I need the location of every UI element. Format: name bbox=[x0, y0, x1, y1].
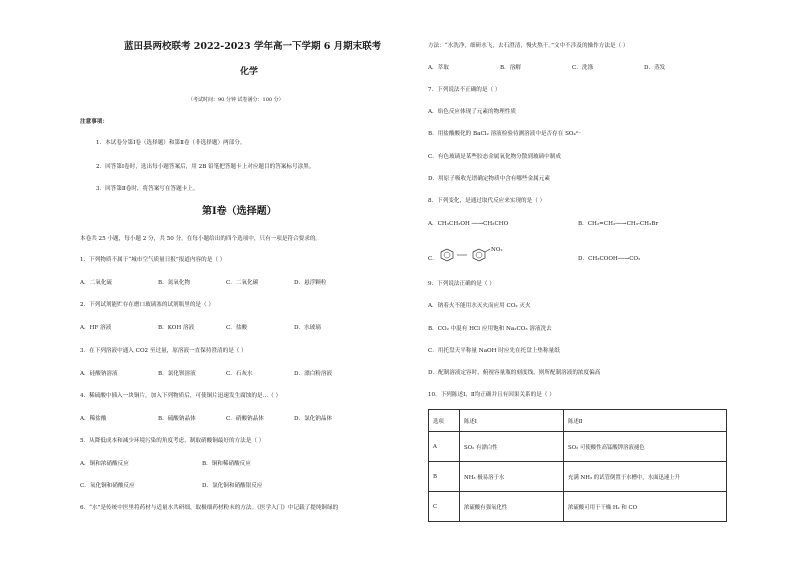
question-9-option: B．CO₂ 中混有 HCl 应用饱和 Na₂CO₃ 溶液洗去 bbox=[428, 326, 552, 332]
question-2-stem: 2．下列试剂能贮存在磨口玻璃塞的试剂瓶里的是（ ） bbox=[80, 302, 214, 308]
exam-info: （考试时间：90 分钟 试卷满分：100 分） bbox=[188, 97, 284, 103]
table-row bbox=[429, 432, 727, 462]
question-3-option: A．硅酸钠溶液 bbox=[80, 371, 118, 377]
question-5-option: C．氧化铜和硝酸反应 bbox=[80, 483, 135, 489]
table-cell: 充满 NH₃ 的试管倒置于水槽中，水面迅速上升 bbox=[564, 462, 727, 492]
question-4-option: D．氯化钠晶体 bbox=[294, 416, 333, 422]
table-header-cell: 陈述Ⅱ bbox=[564, 410, 727, 432]
question-9-option: A．钠着火不能用水灭火而应用 CO₂ 灭火 bbox=[428, 303, 531, 309]
question-4-option: C．硝酸钠晶体 bbox=[226, 416, 264, 422]
question-5-option: B．铜和稀硝酸反应 bbox=[202, 461, 251, 467]
question-7-option: D．用原子吸收光谱确定物质中含有哪些金属元素 bbox=[428, 176, 550, 182]
question-3-option: D．漂白粉溶液 bbox=[294, 371, 333, 377]
notes-label: 注意事项： bbox=[80, 119, 108, 125]
table-row bbox=[429, 492, 727, 522]
question-6-option: B．溶解 bbox=[500, 65, 521, 71]
question-1-option: B．氮氧化物 bbox=[158, 280, 191, 286]
question-5-option: D．氯化铜和硝酸银反应 bbox=[202, 483, 263, 489]
table-cell: SO₂ 有漂白性 bbox=[460, 432, 564, 462]
question-8-option: C． bbox=[428, 256, 438, 262]
question-8-stem: 8．下列变化，是通过取代反应来实现的是（ ） bbox=[428, 198, 546, 204]
benzene-ring-icon bbox=[473, 249, 485, 261]
table-header-cell: 选项 bbox=[429, 410, 460, 432]
question-5-stem: 5．从降低成本和减少环境污染的角度考虑，制取硝酸铜最好的方法是（ ） bbox=[80, 438, 265, 444]
table-cell: 浓硫酸有强氧化性 bbox=[460, 492, 564, 522]
question-3-stem: 3．在下列溶液中通入 CO2 至过量，原溶液一直保持澄清的是（ ） bbox=[80, 348, 247, 354]
question-10-table bbox=[428, 409, 727, 522]
question-3-option: B．氯化钡溶液 bbox=[158, 371, 196, 377]
section-intro: 本卷共 25 小题，每小题 2 分，共 50 分。在每小题给出的四个选项中，只有一项是符合要求的。 bbox=[80, 236, 322, 242]
nitro-group-label: NO₂ bbox=[491, 247, 503, 253]
question-1-option: A．二氧化硫 bbox=[80, 280, 113, 286]
table-cell: C bbox=[429, 492, 460, 522]
question-1-stem: 1．下列物质不属于“城市空气质量日报”报道内容的是（ ） bbox=[80, 257, 226, 263]
question-2-option: D．水玻璃 bbox=[294, 325, 321, 331]
question-10-stem: 10．下列陈述Ⅰ、Ⅱ均正确并且有因果关系的是（ ） bbox=[428, 392, 555, 398]
note-item: 2．回答第Ⅰ卷时，选出每小题答案后，用 2B 铅笔把答题卡上对应题目的答案标号涂黑。 bbox=[96, 164, 315, 170]
question-8-option: D．CH₃COOH──→CO₂ bbox=[578, 256, 641, 262]
question-7-option: B．用盐酸酸化的 BaCl₂ 溶液检验待测溶液中是否存在 SO₄²⁻ bbox=[428, 131, 581, 137]
question-9-stem: 9．下列说法正确的是（ ） bbox=[428, 281, 495, 287]
question-7-option: A．焰色反应体现了元素的物理性质 bbox=[428, 109, 516, 115]
question-6-stem-continued: 方法：“水洗净，细研水飞，去石澄清，慢火熬干。”文中不涉及的操作方法是（ ） bbox=[428, 43, 629, 49]
note-item: 1．本试卷分第Ⅰ卷（选择题）和第Ⅱ卷（非选择题）两部分。 bbox=[96, 140, 246, 146]
question-4-option: B．硫酸钠晶体 bbox=[158, 416, 196, 422]
section-title: 第Ⅰ卷（选择题） bbox=[202, 206, 277, 217]
question-4-option: A．稀盐酸 bbox=[80, 416, 107, 422]
question-2-option: B．KOH 溶液 bbox=[158, 325, 195, 331]
question-5-option: A．铜和浓硝酸反应 bbox=[80, 461, 129, 467]
table-header-cell: 陈述Ⅰ bbox=[460, 410, 564, 432]
table-cell: A bbox=[429, 432, 460, 462]
question-6-option: A．萃取 bbox=[428, 65, 449, 71]
question-4-stem: 4．稀硫酸中插入一块铜片，加入下列物质后，可使铜片迅速发生腐蚀的是…（ ） bbox=[80, 393, 282, 399]
note-item: 3．回答第Ⅱ卷时，将答案写在答题卡上。 bbox=[96, 186, 199, 192]
question-1-option: D．悬浮颗粒 bbox=[294, 280, 327, 286]
exam-title: 蓝田县两校联考 2022-2023 学年高一下学期 6 月期末联考 bbox=[124, 41, 382, 52]
question-6-option: C．洗涤 bbox=[572, 65, 594, 71]
question-6-stem: 6．“水”是传统中医里将药材与适量水共研细，取极细药材粉末的方法。《医学入门》中记载了提纯铜绿的 bbox=[80, 505, 339, 511]
question-8-option: A．CH₃CH₂OH ──→CH₃CHO bbox=[428, 221, 509, 227]
table-row bbox=[429, 462, 727, 492]
table-cell: B bbox=[429, 462, 460, 492]
question-2-option: C．盐酸 bbox=[226, 325, 248, 331]
question-3-option: C．石灰水 bbox=[226, 371, 253, 377]
question-6-option: D．蒸发 bbox=[644, 65, 666, 71]
question-1-option: C．二氧化碳 bbox=[226, 280, 259, 286]
question-9-option: D．配制溶液定容时，俯视容量瓶的刻度线，则所配制溶液的浓度偏高 bbox=[428, 370, 601, 376]
table-cell: 浓硫酸可用于干燥 H₂ 和 CO bbox=[564, 492, 727, 522]
question-8-option: B．CH₂=CH₂──→CH₃-CH₂Br bbox=[578, 221, 659, 227]
question-9-option: C．用托盘天平称量 NaOH 时应先在托盘上垫称量纸 bbox=[428, 348, 560, 354]
question-7-stem: 7．下列说法不正确的是（ ） bbox=[428, 87, 501, 93]
subject-title: 化学 bbox=[240, 67, 259, 77]
question-2-option: A．HF 溶液 bbox=[80, 325, 112, 331]
table-cell: SO₂ 可使酸性高锰酸钾溶液褪色 bbox=[564, 432, 727, 462]
benzene-ring-icon bbox=[441, 249, 453, 261]
table-cell: NH₃ 极易溶于水 bbox=[460, 462, 564, 492]
table-header-row bbox=[429, 410, 727, 432]
question-7-option: C．有色玻璃是某些胶态金属氧化物分散到玻璃中制成 bbox=[428, 154, 561, 160]
benzene-to-nitrobenzene-diagram bbox=[437, 246, 517, 268]
